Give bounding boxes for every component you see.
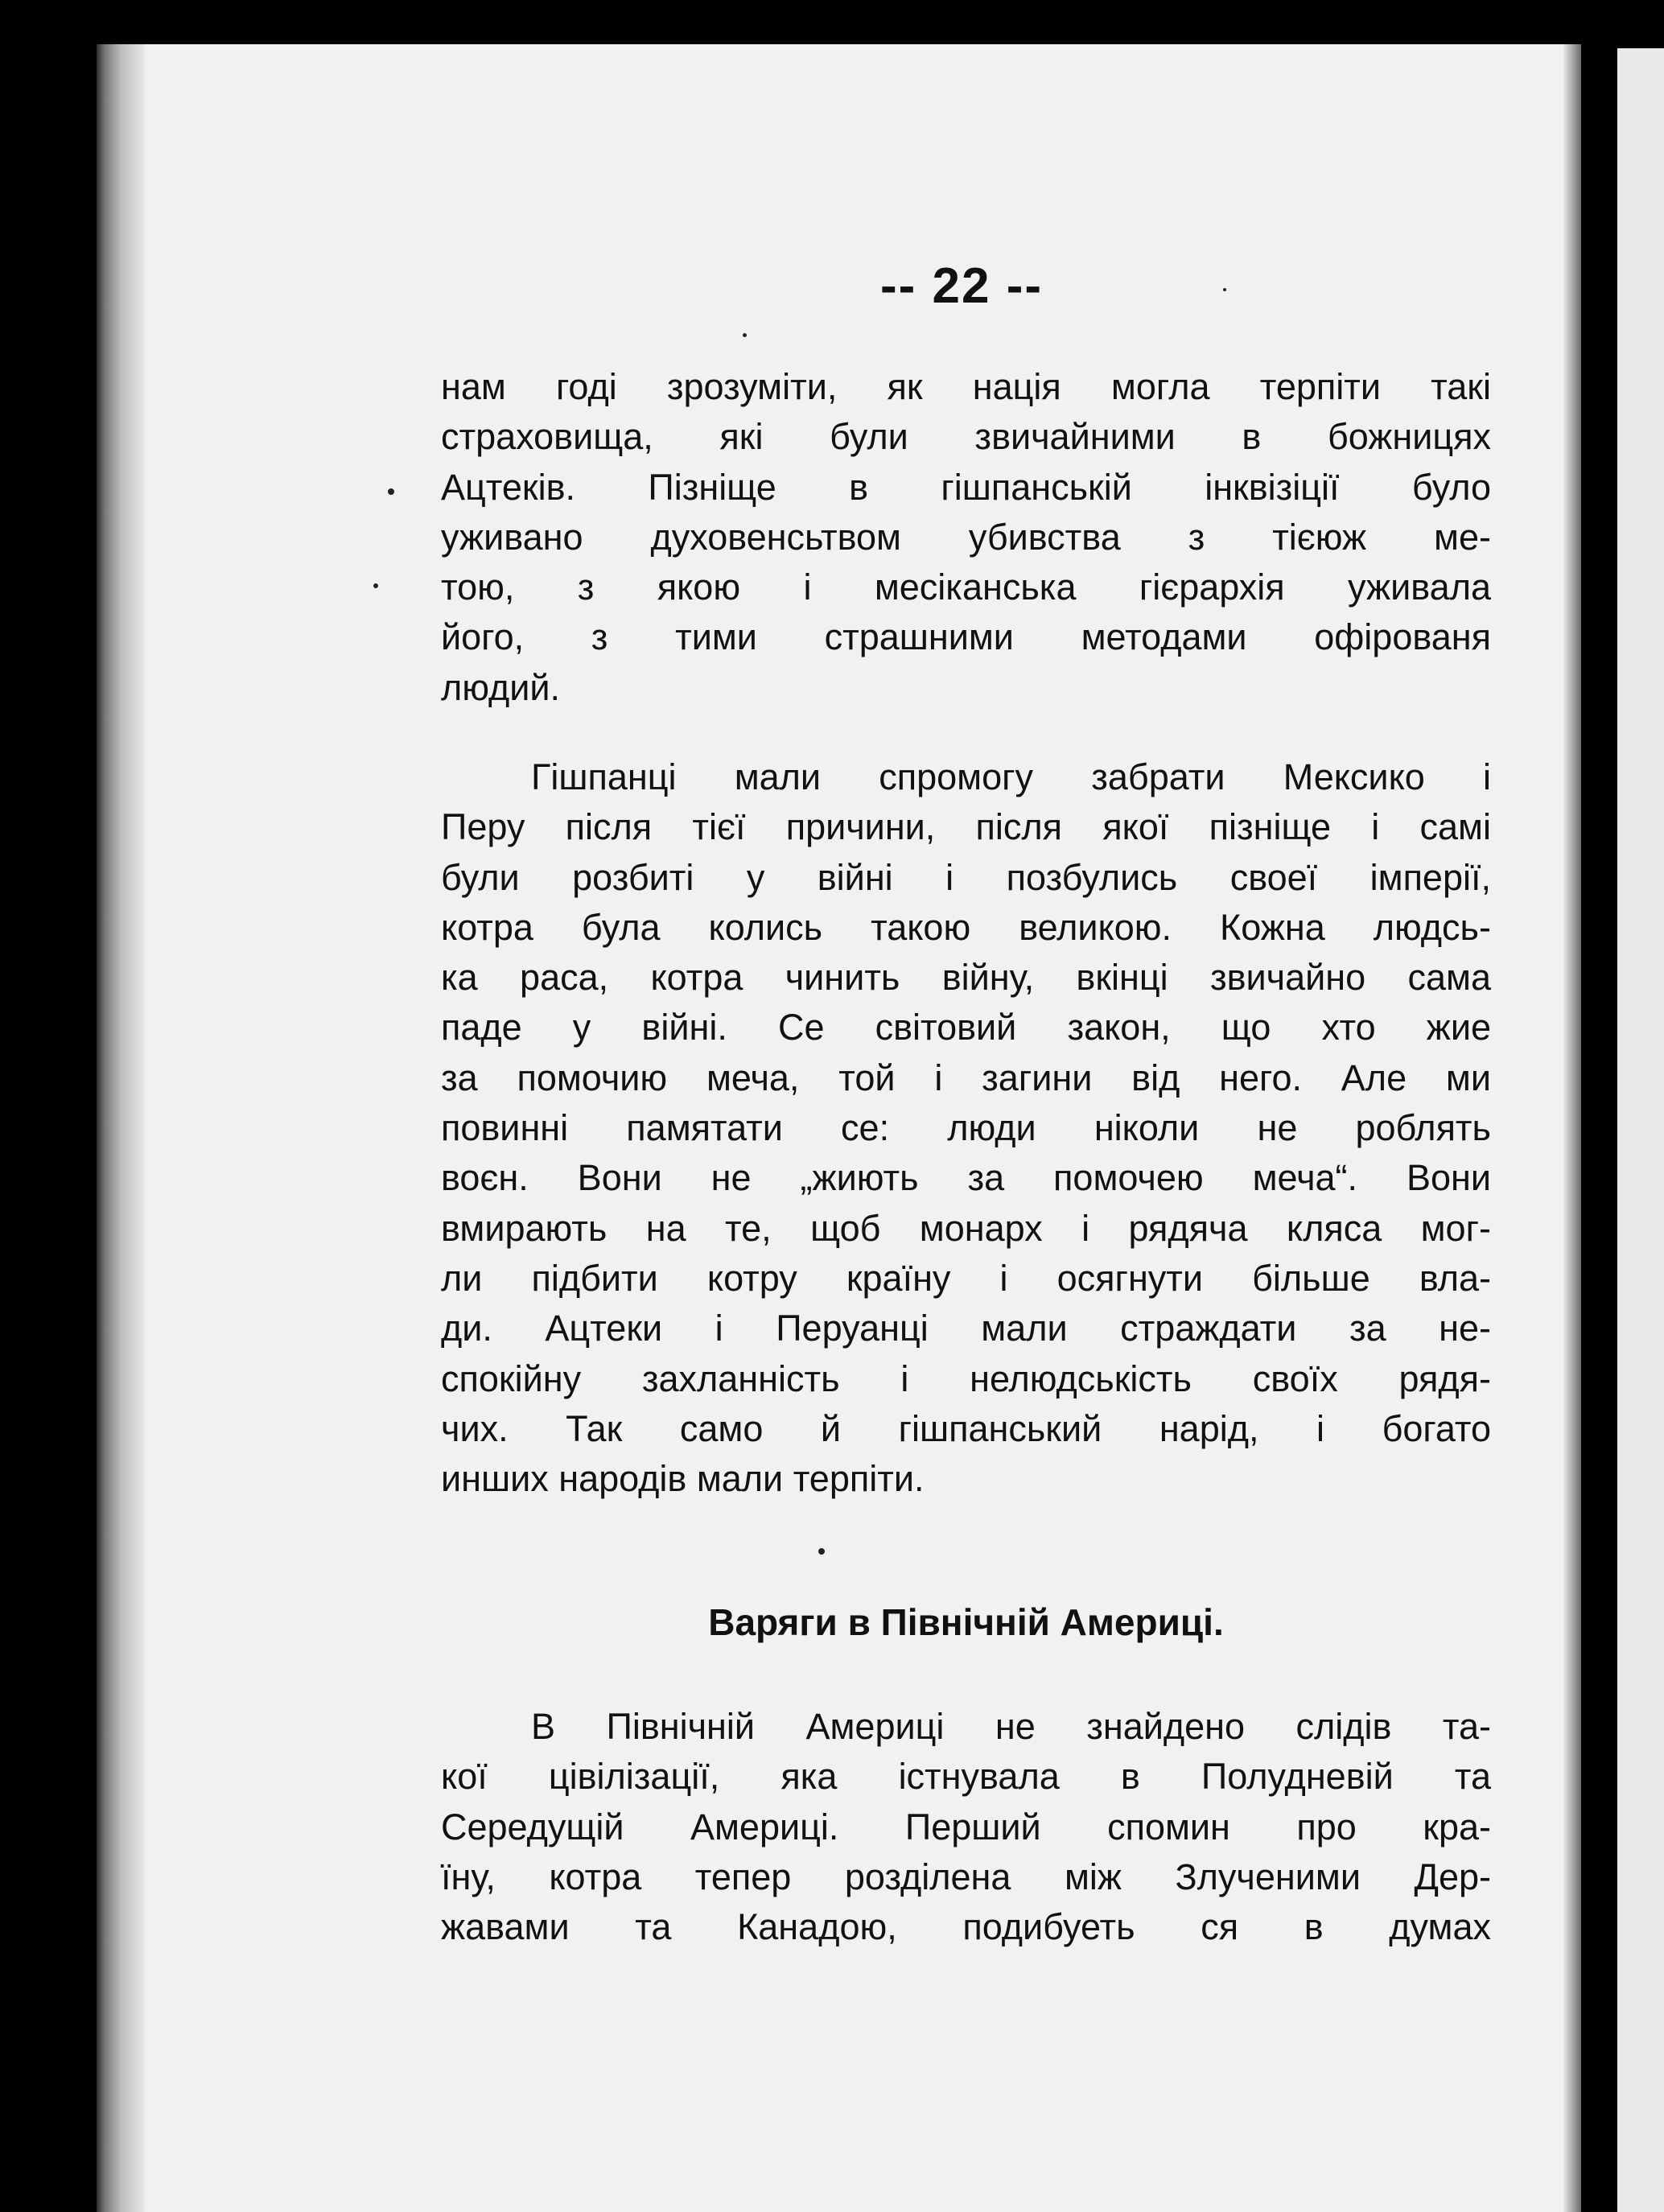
text-line: їну, котра тепер розділена між Злученими Дер-	[441, 1856, 1491, 1897]
text-line: його, з тими страшними методами офірованя	[441, 616, 1491, 658]
text-line: воєн. Вони не „жиють за помочею меча“. Вони	[441, 1157, 1491, 1199]
text-line: жавами та Канадою, подибуеть ся в думах	[441, 1906, 1491, 1948]
text-line: спокійну захланність і нелюдськість своїх рядя-	[441, 1357, 1491, 1399]
text-line: Перу після тієї причини, після якої пізніще і самі	[441, 806, 1491, 848]
adjacent-page-edge	[1617, 48, 1664, 2212]
paragraph	[441, 1702, 1491, 1952]
text-line: Середущій Америці. Перший спомин про кра-	[441, 1806, 1491, 1847]
text-line: страховища, які були звичайними в божницях	[441, 416, 1491, 458]
text-line: кої цівілізації, яка істнувала в Полудневій та	[441, 1756, 1491, 1798]
text-line: В Північній Америці не знайдено слідів та-	[531, 1706, 1491, 1747]
scan-speck	[743, 333, 747, 337]
text-line: уживано духовенсьтвом убивства з тієюж ме-	[441, 516, 1491, 558]
text-line: тою, з якою і месіканська гієрархія уживала	[441, 566, 1491, 608]
scan-speck	[1223, 288, 1226, 291]
text-line: инших народів мали терпіти.	[441, 1458, 925, 1500]
scan-speck	[373, 583, 378, 588]
text-line: людий.	[441, 666, 561, 708]
text-line: ли підбити котру країну і осягнути більше вла-	[441, 1257, 1491, 1299]
scan-speck	[388, 488, 394, 495]
text-line: ди. Ацтеки і Перуанці мали страждати за не-	[441, 1308, 1491, 1349]
text-line: нам годі зрозуміти, як нація могла терпіти такі	[441, 366, 1491, 407]
text-line: котра була колись такою великою. Кожна людсь-	[441, 906, 1491, 948]
text-line: чих. Так само й гішпанський нарід, і богато	[441, 1407, 1491, 1449]
paragraph	[441, 752, 1491, 1504]
text-line: за помочию меча, той і загини від него. Але ми	[441, 1057, 1491, 1098]
text-line: повинні памятати се: люди ніколи не роблять	[441, 1107, 1491, 1149]
text-line-first	[441, 1702, 1491, 1752]
section-heading: Варяги в Північній Америці.	[708, 1601, 1224, 1643]
paragraph	[441, 362, 1491, 713]
scan-speck	[818, 1548, 825, 1555]
text-line: Ацтеків. Пізніще в гішпанській інквізіції було	[441, 466, 1491, 508]
text-line-first	[441, 752, 1491, 802]
text-line: ка раса, котра чинить війну, вкінці звичайно сама	[441, 957, 1491, 999]
text-line: Гішпанці мали спромогу забрати Мексико і	[531, 756, 1491, 797]
text-line: вмирають на те, щоб монарх і рядяча кляса мог-	[441, 1207, 1491, 1249]
text-line: були розбиті у війні і позбулись своеї імперії,	[441, 856, 1491, 898]
page-number: -- 22 --	[880, 258, 1043, 314]
text-line: паде у війні. Се світовий закон, що хто жие	[441, 1007, 1491, 1048]
